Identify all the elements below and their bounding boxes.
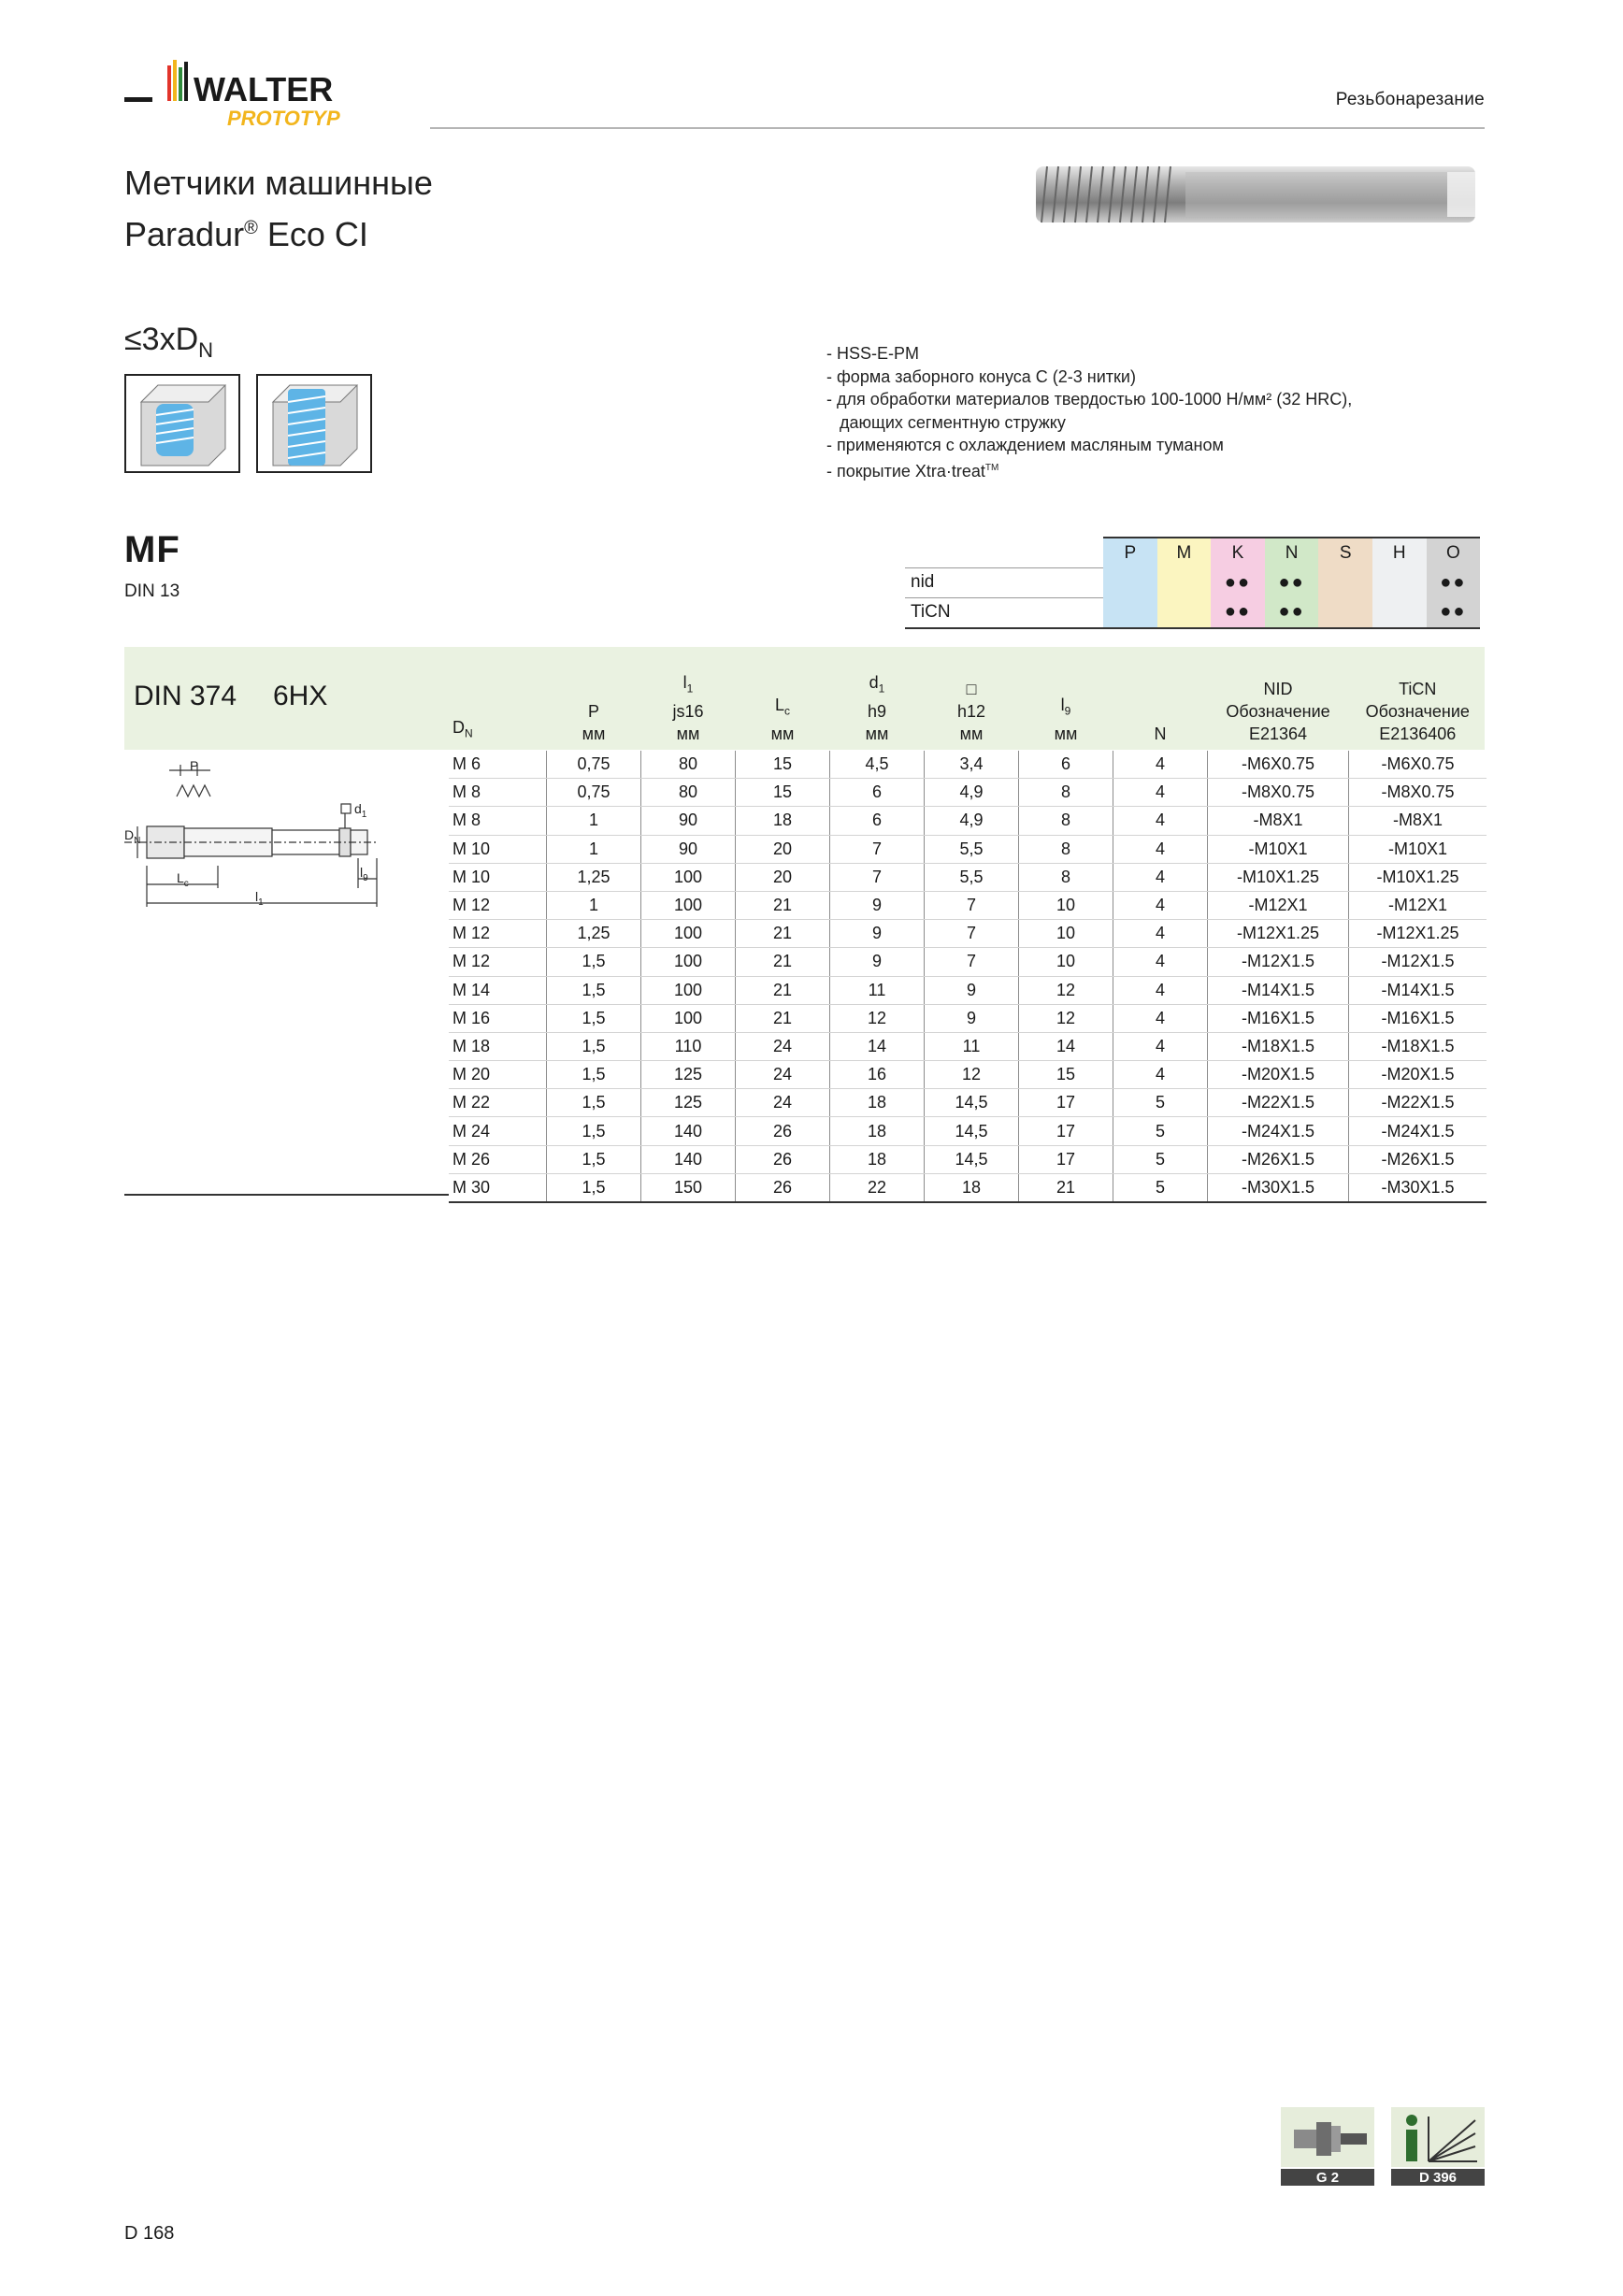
table-cell: 5,5 [925,835,1019,863]
table-cell: 1,5 [547,1145,641,1173]
registered-mark: ® [244,218,258,238]
table-cell: -M24X1.5 [1208,1117,1349,1145]
table-cell: -M14X1.5 [1208,976,1349,1004]
table-cell: 18 [830,1145,925,1173]
table-cell: 150 [641,1173,736,1202]
table-cell: 14,5 [925,1145,1019,1173]
table-cell: 14,5 [925,1089,1019,1117]
table-cell: 7 [925,948,1019,976]
table-cell: 100 [641,920,736,948]
suitability-mark [1157,567,1212,597]
table-row [449,1089,1487,1117]
suitability-mark [1318,597,1372,628]
table-cell: 1,5 [547,1089,641,1117]
feature-coating: - покрытие Xtra·treat [826,461,985,481]
table-cell: 80 [641,779,736,807]
through-hole-icon [256,374,372,473]
table-cell: 17 [1019,1089,1113,1117]
table-cell: 9 [925,976,1019,1004]
table-cell: 5,5 [925,863,1019,891]
table-cell: -M14X1.5 [1349,976,1487,1004]
table-cell: 5 [1113,1089,1208,1117]
table-cell: 4 [1113,976,1208,1004]
table-row [449,976,1487,1004]
table-cell: 15 [736,779,830,807]
material-group-h: H [1372,538,1427,567]
coating-label: nid [905,567,1103,597]
suitability-mark: ●● [1427,567,1481,597]
table-cell: 24 [736,1032,830,1060]
table-cell: -M12X1.5 [1208,948,1349,976]
table-header-row [449,666,1487,751]
table-cell: 14,5 [925,1117,1019,1145]
table-cell: M 14 [449,976,547,1004]
table-cell: 18 [830,1089,925,1117]
tap-dimension-drawing [124,748,405,916]
table-cell: -M30X1.5 [1349,1173,1487,1202]
table-cell: 10 [1019,948,1113,976]
suitability-mark [1318,567,1372,597]
table-cell: 21 [736,920,830,948]
drawing-label-dn: $D_N$ [124,827,141,846]
table-cell: 24 [736,1089,830,1117]
col-square: □ h12 мм [956,680,986,743]
table-cell: 8 [1019,835,1113,863]
material-header-spacer [905,538,1103,567]
material-row-nid [905,567,1480,597]
table-cell: 18 [925,1173,1019,1202]
table-cell: 12 [1019,976,1113,1004]
col-l9: $l_9$ мм [1054,696,1078,743]
table-cell: 9 [925,1004,1019,1032]
title-line-1: Метчики машинные [124,164,433,202]
suitability-mark: ●● [1427,597,1481,628]
table-cell: -M12X1.5 [1349,948,1487,976]
table-cell: M 8 [449,779,547,807]
feature-item: - применяются с охлаждением масляным туманом [826,436,1224,454]
suitability-mark [1103,597,1157,628]
drawing-label-p: P [190,758,199,773]
material-group-p: P [1103,538,1157,567]
table-cell: -M8X1 [1349,807,1487,835]
table-cell: M 6 [449,751,547,779]
suitability-mark: ●● [1265,597,1319,628]
feature-list [826,342,1352,482]
table-cell: 100 [641,948,736,976]
logo-text: WALTER [194,70,334,108]
table-cell: -M20X1.5 [1208,1061,1349,1089]
table-cell: -M26X1.5 [1349,1145,1487,1173]
table-row [449,1145,1487,1173]
table-row [449,920,1487,948]
table-cell: 140 [641,1117,736,1145]
table-cell: M 12 [449,891,547,919]
table-cell: 100 [641,976,736,1004]
table-cell: 8 [1019,807,1113,835]
table-cell: 16 [830,1061,925,1089]
table-cell: -M12X1.25 [1208,920,1349,948]
table-cell: M 10 [449,835,547,863]
table-cell: 125 [641,1061,736,1089]
table-row [449,835,1487,863]
table-cell: M 16 [449,1004,547,1032]
table-cell: 1,5 [547,1117,641,1145]
logo-subtext: PROTOTYP [227,107,340,130]
table-cell: 5 [1113,1117,1208,1145]
thread-tolerance: 6HX [273,681,328,711]
table-cell: 7 [830,835,925,863]
material-group-s: S [1318,538,1372,567]
table-cell: 26 [736,1117,830,1145]
table-cell: -M18X1.5 [1208,1032,1349,1060]
table-cell: 10 [1019,920,1113,948]
table-cell: 6 [830,807,925,835]
table-cell: 12 [925,1061,1019,1089]
table-cell: 4 [1113,948,1208,976]
walter-prototyp-logo [124,58,405,133]
table-row [449,1061,1487,1089]
table-cell: 1 [547,807,641,835]
feature-item: - форма заборного конуса C (2-3 нитки) [826,366,1136,386]
table-cell: 10 [1019,891,1113,919]
table-cell: 4 [1113,779,1208,807]
feature-item: - HSS-E-PM [826,344,919,363]
table-cell: -M12X1.25 [1349,920,1487,948]
table-cell: -M30X1.5 [1208,1173,1349,1202]
table-cell: -M12X1 [1349,891,1487,919]
table-cell: 18 [736,807,830,835]
table-cell: 100 [641,891,736,919]
table-cell: 12 [1019,1004,1113,1032]
table-cell: 7 [925,891,1019,919]
table-cell: 4 [1113,891,1208,919]
suitability-mark [1157,597,1212,628]
suitability-mark [1372,597,1427,628]
table-row [449,1117,1487,1145]
table-cell: M 12 [449,948,547,976]
table-cell: -M12X1 [1208,891,1349,919]
feature-item [826,457,1352,483]
table-cell: 24 [736,1061,830,1089]
table-cell: 1,5 [547,1061,641,1089]
table-cell: M 10 [449,863,547,891]
table-cell: -M10X1.25 [1208,863,1349,891]
table-cell: 21 [736,891,830,919]
table-cell: M 26 [449,1145,547,1173]
table-row [449,891,1487,919]
feature-item: дающих сегментную стружку [840,412,1066,432]
table-row [449,1173,1487,1202]
table-cell: 20 [736,835,830,863]
thread-standard: DIN 13 [124,581,180,601]
table-cell: 12 [830,1004,925,1032]
coating-label: TiCN [905,597,1103,628]
table-cell: 0,75 [547,779,641,807]
col-ticn: TiCN Обозначение E2136406 [1365,680,1470,743]
material-group-o: O [1427,538,1481,567]
table-cell: -M10X1 [1349,835,1487,863]
page-title [124,161,433,257]
table-cell: -M16X1.5 [1349,1004,1487,1032]
table-cell: 14 [1019,1032,1113,1060]
material-row-ticn [905,597,1480,628]
table-cell: 4 [1113,1004,1208,1032]
table-row [449,779,1487,807]
table-row [449,751,1487,779]
depth-label [124,322,213,363]
table-cell: 4,9 [925,807,1019,835]
table-cell: 90 [641,807,736,835]
table-cell: 22 [830,1173,925,1202]
table-cell: -M16X1.5 [1208,1004,1349,1032]
table-cell: 6 [1019,751,1113,779]
thread-type: MF [124,529,180,570]
table-cell: 11 [925,1032,1019,1060]
table-cell: -M26X1.5 [1208,1145,1349,1173]
col-pitch: P мм [582,702,606,743]
table-cell: -M24X1.5 [1349,1117,1487,1145]
header-divider [430,127,1485,129]
table-cell: 4 [1113,807,1208,835]
table-cell: -M22X1.5 [1349,1089,1487,1117]
table-cell: 6 [830,779,925,807]
table-cell: 18 [830,1117,925,1145]
table-cell: 100 [641,863,736,891]
table-cell: 11 [830,976,925,1004]
table-cell: -M20X1.5 [1349,1061,1487,1089]
table-cell: 4,9 [925,779,1019,807]
table-cell: 21 [736,976,830,1004]
col-l1: $l_1$ js16 мм [672,673,704,743]
table-cell: 90 [641,835,736,863]
product-standard: DIN 374 [134,681,237,711]
table-cell: 21 [736,948,830,976]
title-model: Eco CI [257,215,368,253]
trademark-mark: TM [984,462,999,473]
table-cell: 3,4 [925,751,1019,779]
table-cell: -M22X1.5 [1208,1089,1349,1117]
table-cell: 8 [1019,863,1113,891]
section-label: Резьбонарезание [1335,90,1485,109]
col-lc: $L_c$ мм [770,696,795,743]
table-cell: 1,5 [547,1032,641,1060]
ref-d396: D 396 [1418,2170,1458,2186]
table-cell: 26 [736,1173,830,1202]
material-header-row [905,538,1480,567]
depth-prefix: ≤3xD [124,322,199,357]
suitability-mark: ●● [1265,567,1319,597]
depth-subscript: N [198,337,214,362]
col-nid: NID Обозначение E21364 [1226,680,1330,743]
table-cell: 4 [1113,835,1208,863]
table-cell: M 22 [449,1089,547,1117]
table-cell: 26 [736,1145,830,1173]
table-cell: M 20 [449,1061,547,1089]
table-cell: -M18X1.5 [1349,1032,1487,1060]
table-cell: 1,25 [547,863,641,891]
table-cell: -M10X1.25 [1349,863,1487,891]
table-cell: M 24 [449,1117,547,1145]
table-cell: 1,5 [547,1173,641,1202]
blind-hole-icon [124,374,240,473]
table-cell: 4 [1113,920,1208,948]
table-cell: -M10X1 [1208,835,1349,863]
table-cell: 4 [1113,863,1208,891]
drawing-label-lc: $L_c$ [177,870,189,889]
material-group-n: N [1265,538,1319,567]
table-cell: 5 [1113,1173,1208,1202]
table-cell: 15 [1019,1061,1113,1089]
material-group-k: K [1211,538,1265,567]
table-cell: -M6X0.75 [1349,751,1487,779]
table-cell: 8 [1019,779,1113,807]
table-cell: 7 [925,920,1019,948]
table-row [449,1004,1487,1032]
table-cell: 4 [1113,1061,1208,1089]
table-cell: 140 [641,1145,736,1173]
table-cell: 4 [1113,751,1208,779]
table-cell: -M8X0.75 [1208,779,1349,807]
suitability-mark: ●● [1211,567,1265,597]
table-cell: 0,75 [547,751,641,779]
table-cell: 110 [641,1032,736,1060]
material-group-m: M [1157,538,1212,567]
col-dn: $D_N$ [452,718,473,740]
info-reference-icon [1391,2107,1485,2186]
table-cell: 15 [736,751,830,779]
table-cell: -M6X0.75 [1208,751,1349,779]
feature-item: - для обработки материалов твердостью 100-1000 Н/мм² (32 HRC), [826,390,1353,409]
table-cell: M 8 [449,807,547,835]
table-cell: 20 [736,863,830,891]
table-cell: 1,5 [547,948,641,976]
ref-g2: G 2 [1315,2170,1340,2186]
table-row [449,863,1487,891]
table-cell: 17 [1019,1117,1113,1145]
table-cell: 1,5 [547,976,641,1004]
suitability-mark [1103,567,1157,597]
table-cell: M 18 [449,1032,547,1060]
table-cell: 4,5 [830,751,925,779]
table-cell: 7 [830,863,925,891]
table-cell: 14 [830,1032,925,1060]
col-d1: $d_1$ h9 мм [865,673,889,743]
table-bottom-rule [124,1194,449,1196]
suitability-mark: ●● [1211,597,1265,628]
table-row [449,807,1487,835]
table-cell: 80 [641,751,736,779]
table-cell: 4 [1113,1032,1208,1060]
tap-product-image [1036,159,1485,232]
table-cell: -M8X1 [1208,807,1349,835]
table-row [449,948,1487,976]
page-number: D 168 [124,2223,175,2244]
table-cell: 17 [1019,1145,1113,1173]
col-n: N [1154,725,1167,743]
table-cell: 9 [830,891,925,919]
table-cell: 125 [641,1089,736,1117]
material-suitability-table [905,537,1480,629]
table-cell: 9 [830,948,925,976]
drawing-label-l1: $l_1$ [255,889,264,908]
tap-dimensions-table [449,666,1487,1203]
title-line-2 [124,206,433,257]
table-cell: 9 [830,920,925,948]
table-row [449,1032,1487,1060]
table-cell: 1,5 [547,1004,641,1032]
table-cell: 21 [1019,1173,1113,1202]
tool-holder-reference-icon [1281,2107,1374,2186]
suitability-mark [1372,567,1427,597]
drawing-label-d1: $d_1$ [354,801,367,820]
table-cell: M 12 [449,920,547,948]
table-cell: 1 [547,835,641,863]
table-cell: -M8X0.75 [1349,779,1487,807]
table-cell: M 30 [449,1173,547,1202]
table-cell: 21 [736,1004,830,1032]
table-cell: 1,25 [547,920,641,948]
table-cell: 5 [1113,1145,1208,1173]
drawing-label-l9: $l_9$ [360,865,368,883]
table-cell: 1 [547,891,641,919]
table-cell: 100 [641,1004,736,1032]
title-brand: Paradur [124,215,245,253]
